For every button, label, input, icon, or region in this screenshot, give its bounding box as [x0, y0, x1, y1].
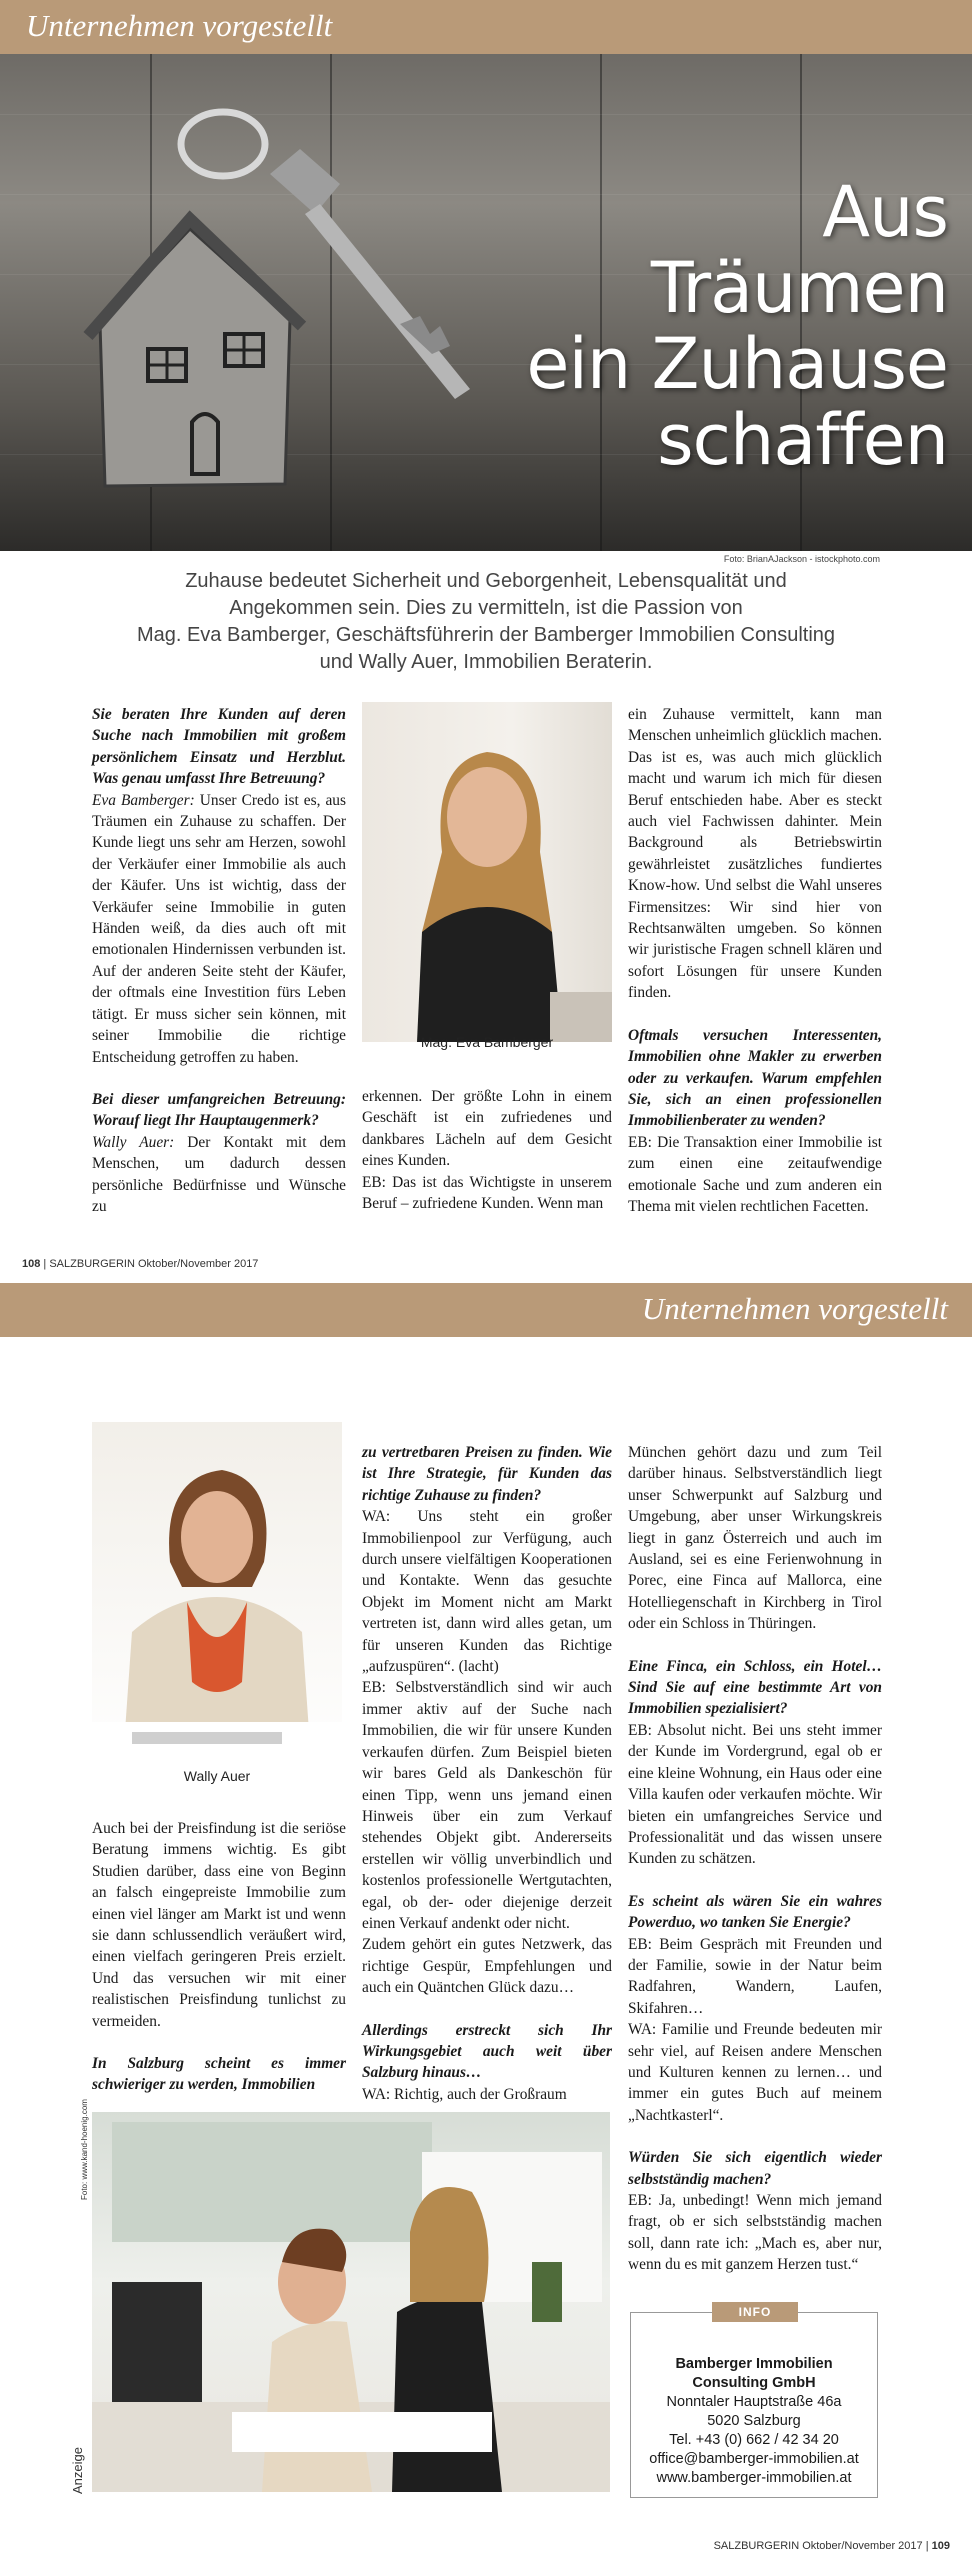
- article-column-2: erkennen. Der größte Lohn in einem Geschäft ist ein zufriedenes und dankbares Lächeln auf dem Gesicht eines Kunden. EB: Das ist das Wichtigste in unserem Beruf – zufriedene Kunden. Wenn man: [362, 1088, 612, 1213]
- article-column-3: ein Zuhause vermittelt, kann man Menschen unheimlich glücklich machen. Das ist es, was auch mich glücklich macht und warum ich mich für diesen Beruf entschieden habe. Aber es steckt auch viel Fachwissen dahinter. Mein Background als Betriebswirtin gewährleistet zusätzliches fundiertes Know-how. Und selbst die Wahl unseres Firmensitzes: Wir sind hier von Rechtsanwälten umgeben. So können wir juristische Fragen schnell klären und sofort Lösungen für unsere Kunden finden. Oftmals versuchen Interessenten, Immobilien ohne Makler zu erwerben oder zu verkaufen. Warum empfehlen Sie, sich an einen professionellen Immobilienberater zu wenden? EB: Die Transaktion einer Immobilie ist zum einen eine zeitaufwendige emotionale Sache und zum anderen ein Thema mit vielen rechtlichen Facetten.: [628, 706, 882, 1215]
- answer: WA: Richtig, auch der Großraum: [362, 2085, 567, 2103]
- answer: EB: Selbstverständlich sind wir auch immer aktiv auf der Suche nach Immobilien, die wir für unsere Kunden verkaufen dürfen. Zum Beispiel bieten wir bares Geld als Dankeschön für einen Tipp, wenn uns jemand einen Hinweis über ein zum Verkauf stehendes Objekt gibt. Andererseits erstellen wir völlig unverbindlich und kostenlos professionelle Wertgutachten, egal, ob der- oder diejenige derzeit einen Verkauf andenkt oder nicht.: [362, 1679, 612, 1932]
- info-box: [630, 2312, 878, 2498]
- section-label: Unternehmen vorgestellt: [641, 1291, 948, 1326]
- article-column-2: [362, 1442, 612, 2105]
- answer: Unser Credo ist es, aus Träumen ein Zuhause zu schaffen. Der Kunde liegt uns sehr am Herzen, sowohl der Verkäufer einer Immobilie als auch der Käufer. Uns ist wichtig, dass der Verkäufer seine Immobilie in guten Händen weiß, da dies auch oft mit emotionalen Hindernissen verbunden ist. Auf der anderen Seite steht der Käufer, der oftmals eine Investition fürs Leben tätigt. Er muss sicher sein können, mit seiner Immobilie die richtige Entscheidung getroffen zu haben.: [92, 791, 346, 1066]
- company-name: Bamberger Immobilien: [675, 2356, 833, 2372]
- website-link[interactable]: www.bamberger-immobilien.at: [656, 2470, 852, 2486]
- article-column-3: München gehört dazu und zum Teil darüber hinaus. Selbstverständlich liegt unser Schwerpunkt auf Salzburg und Umgebung, aber unser Wirkungskreis liegt in ganz Österreich und auch im Ausland, sei es eine Ferienwohnung in Porec, eine Finca auf Mallorca, eine Hotelliegenschaft in Kirchberg in Tirol oder ein Schloss in Thüringen. Eine Finca, ein Schloss, ein Hotel… Sind Sie auf eine bestimmte Art von Immobilien spezialisiert? EB: Absolut nicht. Bei uns steht immer der Kunde im Vordergrund, egal ob er eine kleine Wohnung, ein Haus oder eine Villa kaufen oder verkaufen möchte. Wir bieten ein umfangreiches Service und Professionalität und das wissen unsere Kunden zu schätzen. Es scheint als wären Sie ein wahres Powerduo, wo tanken Sie Energie? EB: Beim Gespräch mit Freunden und der Familie, sowie in der Natur beim Radfahren, Wandern, Laufen, Skifahren… WA: Familie und Freunde bedeuten mir sehr viel, auf Reisen andere Menschen und Kulturen kennen zu lernen… und immer ein gutes Buch auf meinem „Nachtkasterl“. Würden Sie sich eigentlich wieder selbstständig machen? EB: Ja, unbedingt! Wenn mich jemand fragt, ob er sich selbstständig machen soll, dann rate ich: „Mach es, aber nur, wenn du es mit ganzem Herzen tust.“: [628, 1444, 882, 2274]
- question: zu vertretbaren Preisen zu finden. Wie ist Ihre Strategie, für Kunden das richtige Zuhause zu finden?: [362, 1444, 612, 1504]
- key-blade: [305, 204, 470, 399]
- question: In Salzburg scheint es immer schwieriger zu werden, Immobilien: [92, 2055, 346, 2094]
- portrait-figure: [92, 1422, 342, 1774]
- section-band-page-109: [0, 1283, 972, 1337]
- question: Würden Sie sich eigentlich wieder selbstständig machen?: [628, 2149, 882, 2188]
- answer: EB: Absolut nicht. Bei uns steht immer der Kunde im Vordergrund, egal ob er eine kleine Wohnung, ein Haus oder eine Villa kaufen oder verkaufen möchte. Wir bieten ein umfangreiches Service und Professionalität und das wissen unsere Kunden zu schätzen.: [628, 1721, 882, 1868]
- portrait-wally-auer: [92, 1422, 342, 1774]
- page-title: [526, 171, 948, 481]
- section-label: Unternehmen vorgestellt: [26, 8, 333, 43]
- intro-text: Zuhause bedeutet Sicherheit und Geborgenheit, Lebensqualität und Angekommen sein. Dies zu vermitteln, ist die Passion von Mag. Eva Bamberger, Geschäftsführerin der Bamberger Immobilien Consulting und Wally Auer, Immobilien Beraterin.: [136, 570, 836, 673]
- photo-credit: Foto: www.kand-hoenig.com: [80, 2099, 89, 2200]
- answer: Zudem gehört ein gutes Netzwerk, das richtige Gespür, Empfehlungen und auch ein Quäntchen Glück dazu…: [362, 1936, 612, 1997]
- section-band-top: [0, 0, 972, 54]
- question: Allerdings erstreckt sich Ihr Wirkungsgebiet auch weit über Salzburg hinaus…: [362, 2021, 612, 2082]
- answer: WA: Familie und Freunde bedeuten mir sehr viel, auf Reisen andere Menschen und Kulturen kennen zu lernen… und immer ein gutes Buch auf meinem „Nachtkasterl“.: [628, 2021, 882, 2124]
- key-head: [270, 149, 340, 214]
- photo-caption: Mag. Eva Bamberger: [420, 1034, 554, 1050]
- answer: Der Kontakt mit dem Menschen, um dadurch dessen persönliche Bedürfnisse und Wünsche zu: [92, 1133, 346, 1215]
- address-city: 5020 Salzburg: [707, 2413, 801, 2429]
- question: Sie beraten Ihre Kunden auf deren Suche nach Immobilien mit großem persönlichem Einsatz und Herzblut. Was genau umfasst Ihre Betreuung?: [92, 706, 346, 788]
- email-address[interactable]: office@bamberger-immobilien.at: [649, 2451, 859, 2467]
- question: Eine Finca, ein Schloss, ein Hotel… Sind Sie auf eine bestimmte Art von Immobilien spezialisiert?: [628, 1657, 882, 1718]
- question: Oftmals versuchen Interessenten, Immobilien ohne Makler zu erwerben oder zu verkaufen. Warum empfehlen Sie, sich an einen professionellen Immobilienberater zu wenden?: [628, 1026, 882, 1130]
- answer: EB: Ja, unbedingt! Wenn mich jemand fragt, ob er sich selbstständig machen soll, dann rate ich: „Mach es, aber nur, wenn du es mit ganzem Herzen tust.“: [628, 2192, 882, 2274]
- title-line: Träumen: [650, 247, 948, 329]
- article-column-1: Sie beraten Ihre Kunden auf deren Suche nach Immobilien mit großem persönlichem Einsatz und Herzblut. Was genau umfasst Ihre Betreuung? Eva Bamberger: Unser Credo ist es, aus Träumen ein Zuhause zu schaffen. Der Kunde liegt uns sehr am Herzen, sowohl der Verkäufer einer Immobilie als auch der Käufer. Uns ist wichtig, dass der Verkäufer seine Immobilie in guten Händen weiß, da dies auch oft mit emotionalen Hindernissen verbunden ist. Auf der anderen Seite steht der Käufer, der oftmals eine Investition fürs Leben tätigt. Er muss sicher sein können, mit seiner Immobilie die richtige Entscheidung getroffen zu haben. Bei dieser umfangreichen Betreuung: Worauf liegt Ihr Hauptaugenmerk? Wally Auer: Der Kontakt mit dem Menschen, um dadurch dessen persönliche Bedürfnisse und Wünsche zu: [92, 706, 346, 1215]
- article-column-1: Auch bei der Preisfindung ist die seriöse Beratung immens wichtig. Es gibt Studien darüber, dass eine von Beginn an falsch eingepreiste Immobilie zum einen viel länger am Markt ist und wenn sie dann schlussendlich veräußert wird, einen vielfach geringeren Preis erzielt. Und das versuchen wir mit einer realistischen Preisfindung tunlichst zu vermeiden. In Salzburg scheint es immer schwieriger zu werden, Immobilien: [92, 1820, 346, 2094]
- office-scene: [92, 2112, 610, 2492]
- phone-number: Tel. +43 (0) 662 / 42 34 20: [669, 2432, 839, 2448]
- address-street: Nonntaler Hauptstraße 46a: [666, 2394, 842, 2410]
- page-footer: SALZBURGERIN Oktober/November 2017 | 109: [713, 2540, 950, 2552]
- office-photo: [92, 2112, 610, 2492]
- question: Es scheint als wären Sie ein wahres Powerduo, wo tanken Sie Energie?: [628, 1892, 882, 1932]
- company-name: Consulting GmbH: [692, 2375, 816, 2391]
- answer: WA: Uns steht ein großer Immobilienpool zur Verfügung, auch durch unsere vielfältigen Kooperationen und Kontakte. Wenn das gesuchte Objekt im Moment nicht am Markt vertreten ist, dann wird alles getan, um für unseren Kunden das Richtige „aufzuspüren“. (lacht): [362, 1508, 612, 1676]
- title-line: Aus: [822, 171, 948, 253]
- portrait-figure: [362, 702, 612, 1042]
- answer: EB: Die Transaktion einer Immobilie ist zum einen eine zeitaufwendige emotionale Sache und zum anderen ein Thema mit vielen rechtlichen Facetten.: [628, 1133, 882, 1215]
- photo-credit: Foto: BrianAJackson - istockphoto.com: [723, 554, 880, 564]
- key-ring: [181, 112, 265, 176]
- title-line: schaffen: [657, 399, 948, 481]
- title-line: ein Zuhause: [526, 323, 948, 405]
- portrait-eva-bamberger: [362, 702, 612, 1042]
- answer: EB: Beim Gespräch mit Freunden und der Familie, sowie in der Natur beim Radfahren, Wandern, Laufen, Skifahren…: [628, 1935, 882, 2017]
- hero-image: [0, 54, 972, 551]
- question: Bei dieser umfangreichen Betreuung: Worauf liegt Ihr Hauptaugenmerk?: [92, 1090, 346, 1130]
- page-footer: 108 | SALZBURGERIN Oktober/November 2017: [22, 1258, 259, 1270]
- advertisement-label: Anzeige: [70, 2447, 85, 2494]
- photo-caption: Wally Auer: [183, 1768, 251, 1784]
- info-tag: INFO: [712, 2302, 798, 2322]
